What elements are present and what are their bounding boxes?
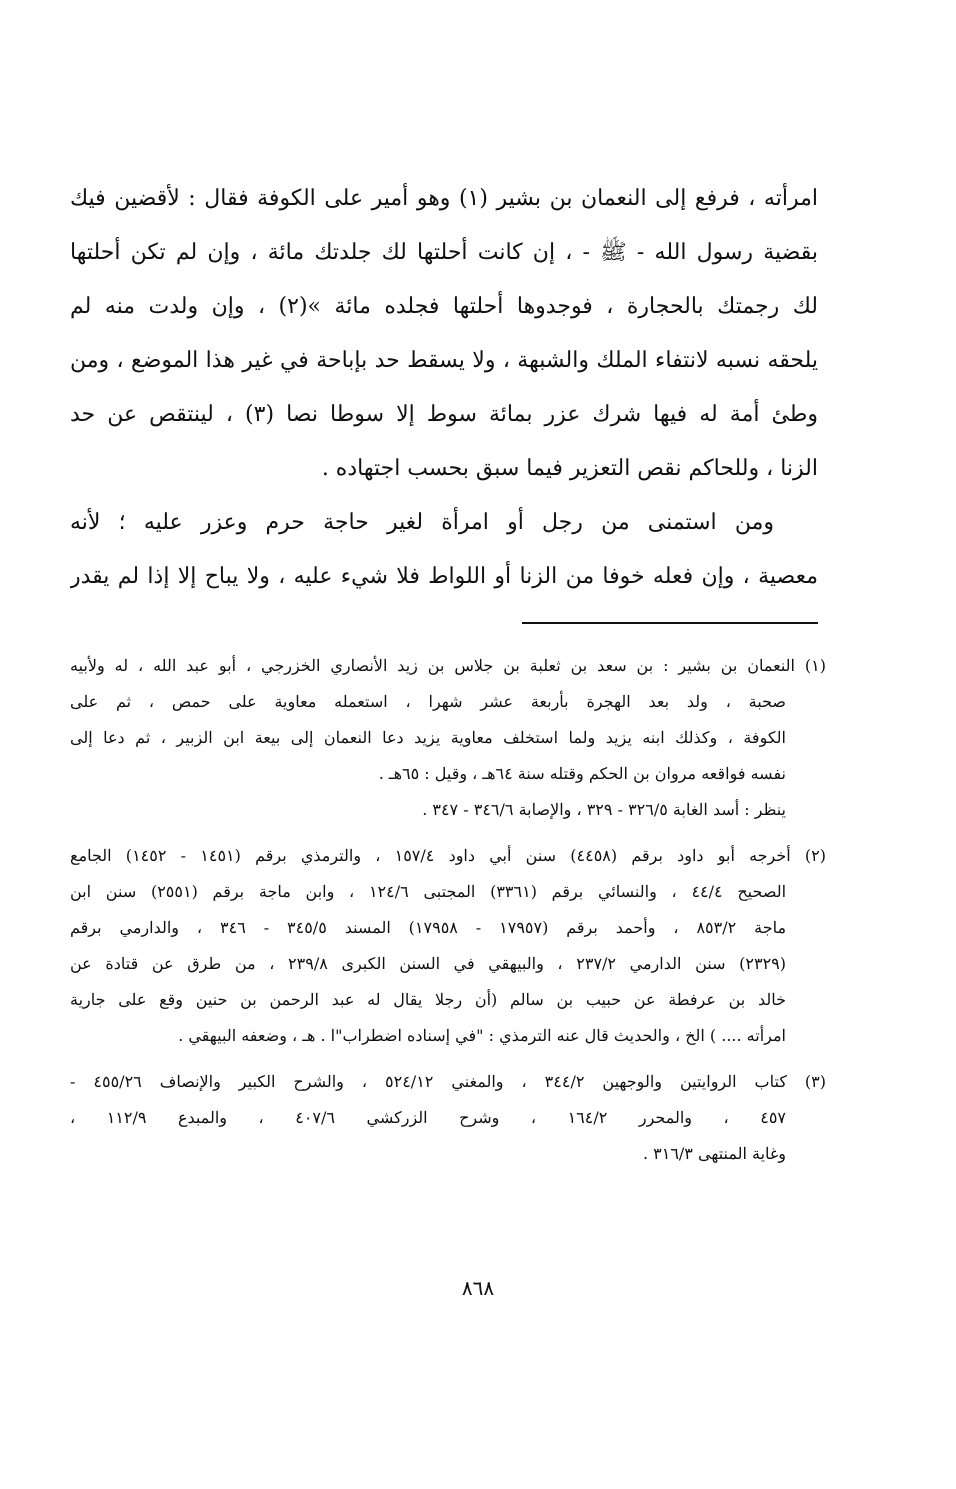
footnote-line: امرأته .... ) الخ ، والحديث قال عنه الترمذي : "في إسناده اضطراب"ا . هـ ، وضعفه البيهقي . [178,1026,786,1045]
footnote-2 [70,838,826,1054]
footnote-separator [522,622,818,624]
footnote-line: خالد بن عرفطة عن حبيب بن سالم (أن رجلا يقال له عبد الرحمن بن حنين وقع على جارية [70,990,786,1009]
footnote-line: صحبة ، ولد بعد الهجرة بأربعة عشر شهرا ، استعمله معاوية على حمص ، ثم على [70,692,786,711]
footnote-3 [70,1064,826,1172]
footnote-1 [70,648,826,828]
footnote-line: نفسه فواقعه مروان بن الحكم وقتله سنة ٦٤هـ ، وقيل : ٦٥هـ . [378,764,786,783]
footnote-line: (٣) كتاب الروايتين والوجهين ٣٤٤/٢ ، والمغني ٥٢٤/١٢ ، والشرح الكبير والإنصاف ٤٥٥/٢٦ - [70,1072,826,1091]
footnote-line: الكوفة ، وكذلك ابنه يزيد ولما استخلف معاوية يزيد دعا النعمان إلى بيعة ابن الزبير ، ثم دعا إلى [70,728,786,747]
body-line: الزنا ، وللحاكم نقص التعزير فيما سبق بحسب اجتهاده . [321,456,818,481]
footnote-line: (٢) أخرجه أبو داود برقم (٤٤٥٨) سنن أبي داود ١٥٧/٤ ، والترمذي برقم (١٤٥١ - ١٤٥٢) الجامع [70,846,826,865]
body-line: معصية ، وإن فعله خوفا من الزنا أو اللواط فلا شيء عليه ، ولا يباح إلا إذا لم يقدر [70,564,818,589]
main-text [70,172,818,604]
footnote-line: (٢٣٢٩) سنن الدارمي ٢٣٧/٢ ، والبيهقي في السنن الكبرى ٢٣٩/٨ ، من طرق عن قتادة عن [70,954,787,973]
body-line: بقضية رسول الله - ﷺ - ، إن كانت أحلتها لك جلدتك مائة ، وإن لم تكن أحلتها [70,240,818,265]
footnote-line: ينظر : أسد الغابة ٣٢٦/٥ - ٣٢٩ ، والإصابة ٣٤٦/٦ - ٣٤٧ . [422,800,786,819]
footnote-line: وغاية المنتهى ٣١٦/٣ . [642,1144,786,1163]
body-line: ومن استمنى من رجل أو امرأة لغير حاجة حرم وعزر عليه ؛ لأنه [70,510,774,535]
footnote-line: الصحيح ٤٤/٤ ، والنسائي برقم (٣٣٦١) المجتبى ١٢٤/٦ ، وابن ماجة برقم (٢٥٥١) سنن ابن [70,882,787,901]
footnote-line: ٤٥٧ ، والمحرر ١٦٤/٢ ، وشرح الزركشي ٤٠٧/٦ ، والمبدع ١١٢/٩ ، [70,1108,786,1127]
body-line: لك رجمتك بالحجارة ، فوجدوها أحلتها فجلده مائة »(٢) ، وإن ولدت منه لم [70,294,818,319]
body-line: يلحقه نسبه لانتفاء الملك والشبهة ، ولا يسقط حد بإباحة في غير هذا الموضع ، ومن [70,348,818,373]
body-line: امرأته ، فرفع إلى النعمان بن بشير (١) وهو أمير على الكوفة فقال : لأقضين فيك [70,186,818,211]
page-number: ٨٦٨ [461,1276,495,1300]
body-line: وطئ أمة له فيها شرك عزر بمائة سوط إلا سوطا نصا (٣) ، لينتقص عن حد [70,402,818,427]
footnotes [70,648,826,1172]
footnote-line: ماجة ٨٥٣/٢ ، وأحمد برقم (١٧٩٥٧ - ١٧٩٥٨) المسند ٣٤٥/٥ - ٣٤٦ ، والدارمي برقم [70,918,787,937]
footnote-line: (١) النعمان بن بشير : بن سعد بن ثعلبة بن جلاس بن زيد الأنصاري الخزرجي ، أبو عبد الله ، له ولأبيه [70,656,826,675]
